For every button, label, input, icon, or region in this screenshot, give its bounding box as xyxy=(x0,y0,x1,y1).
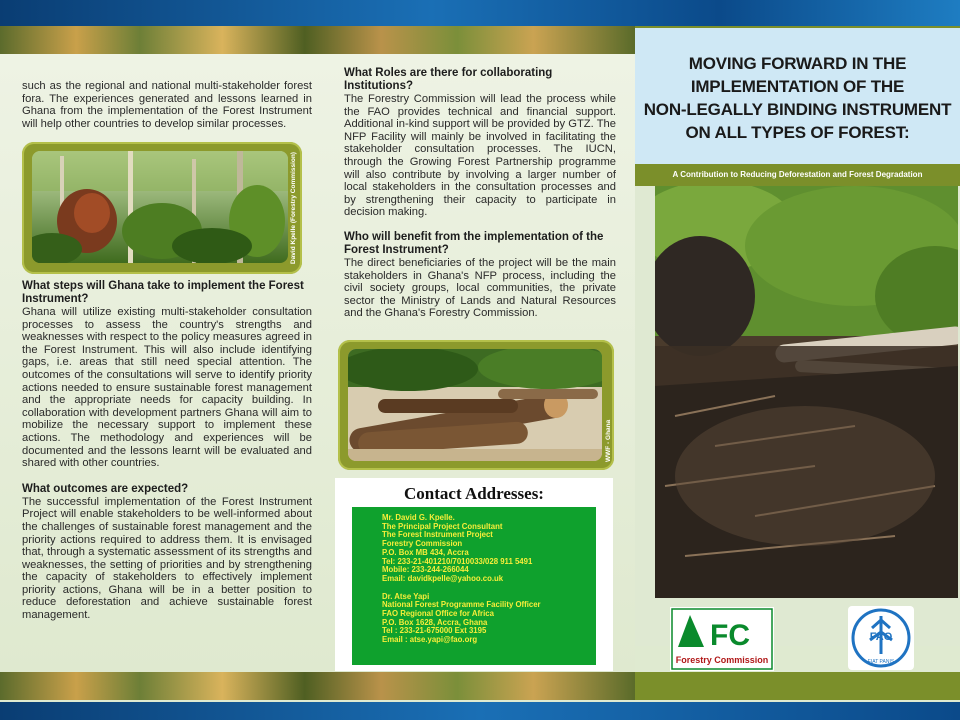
forest-strip-top xyxy=(0,26,635,54)
top-band xyxy=(0,0,960,26)
cover-title-line-3: NON-LEGALLY BINDING INSTRUMENT xyxy=(643,100,952,119)
photo-credit-1: David Kpelle (Forestry Commission) xyxy=(290,152,297,264)
contact-2-email[interactable]: Email : atse.yapi@fao.org xyxy=(382,635,478,645)
heading-outcomes: What outcomes are expected? xyxy=(22,482,189,495)
outcomes-text: The successful implementation of the Forest Instrument Project will enable stakeholders to be well-informed about the challenges of sustainable forest management and the priority actions required to address them. It is envisaged that, through a systematic assessment of its strengths and weaknesses, the setting of priorities and by strengthening the capacity of stakeholders to effectively implement priority actions, Ghana will be in a better position to reduce deforestation and achieve sustainable forest management. xyxy=(22,495,312,622)
forestry-commission-logo xyxy=(670,607,774,671)
forest-strip-bottom xyxy=(0,672,635,700)
fc-name: Forestry Commission xyxy=(675,655,769,665)
roles-text: The Forestry Commission will lead the process while the FAO provides technical and financial support. Additional in-kind support will be provided by GTZ. The NFP Facility will mainly be involved in facilitating the stakeholder consultation processes. The IUCN, through the Growing Forest Partnership programme will also contribute by involving a larger number of local stakeholders in the consultation processes and by strengthening their capacity to participate in decision making. xyxy=(344,93,616,219)
cover-deforestation-photo xyxy=(655,186,958,598)
cover-title xyxy=(640,52,955,144)
contact-2-address: P.O. Box 1628, Accra, Ghana xyxy=(382,617,488,627)
forest-photo xyxy=(32,151,288,263)
contact-1-name: Mr. David G. Kpelle. xyxy=(382,513,455,522)
contact-title: Contact Addresses: xyxy=(404,484,544,503)
contact-2-name: Dr. Atse Yapi xyxy=(382,591,430,601)
col2-body xyxy=(344,67,616,320)
forestry-commission-emblem xyxy=(670,607,774,671)
contact-1-org: Forestry Commission xyxy=(382,539,463,549)
contact-1-project: The Forest Instrument Project xyxy=(382,530,493,540)
cover-title-line-4: ON ALL TYPES OF FOREST: xyxy=(685,123,910,142)
bottom-band xyxy=(0,702,960,720)
contact-1-role: The Principal Project Consultant xyxy=(382,521,503,531)
contact-1-email[interactable]: Email: davidkpelle@yahoo.co.uk xyxy=(382,573,504,583)
cover-title-line-2: IMPLEMENTATION OF THE xyxy=(690,77,905,96)
contact-text xyxy=(382,514,594,645)
fc-mark: FC xyxy=(710,619,750,652)
col1-body xyxy=(22,280,312,622)
heading-benefit: Who will benefit from the implementation of the Forest Instrument? xyxy=(344,230,604,256)
steps-text: Ghana will utilize existing multi-stakeholder consultation processes to assess the country's strengths and weaknesses with respect to the policy measures agreed in the Forest Instrument. This will also include identifying gaps, i.e. areas that still need special attention. The outcomes of the consultations will serve to identify priority actions needed to ensure sustainable forest management and the appropriate needs for capacity building. In collaboration with development partners Ghana will aim to mobilize the necessary support to implement these actions. The methodology and experiences will be documented and the lessons learnt will be evaluated and shared with other countries. xyxy=(22,306,312,470)
fao-emblem xyxy=(848,606,914,670)
deforestation-illustration xyxy=(655,186,958,598)
photo-credit-2: WWF - Ghana xyxy=(605,419,612,462)
fao-acronym: FAO xyxy=(869,631,893,643)
col1-intro xyxy=(22,80,312,130)
contact-2-role: National Forest Programme Facility Officer xyxy=(382,600,541,610)
benefit-text: The direct beneficiaries of the project will be the main stakeholders in Ghana's NFP process, including the civil society groups, local communities, the private sector the Ministry of Lands and Natural Resources and the Ghana's Forestry Commission. xyxy=(344,256,616,320)
forest-illustration xyxy=(32,151,288,263)
contact-2-tel: Tel : 233-21-675000 Ext 3195 xyxy=(382,626,487,636)
cover-title-line-1: MOVING FORWARD IN THE xyxy=(688,54,907,73)
intro-text: such as the regional and national multi-stakeholder forest fora. The experiences generated and lessons learned in Ghana from the implementation of the Forest Instrument will help other countries to develop similar processes. xyxy=(22,80,312,130)
logs-photo xyxy=(348,349,602,461)
contact-1-address: P.O. Box MB 434, Accra xyxy=(382,547,469,557)
contact-1-tel: Tel: 233-21-401210/7010033/028 911 5491 xyxy=(382,556,533,566)
fao-logo xyxy=(848,606,914,670)
fao-motto: FIAT PANIS xyxy=(867,659,895,665)
olive-strip-bottom xyxy=(635,672,960,700)
heading-roles: What Roles are there for collaborating Institutions? xyxy=(344,67,553,92)
logs-illustration xyxy=(348,349,602,461)
cover-subtitle: A Contribution to Reducing Deforestation and Forest Degradation xyxy=(672,170,923,179)
contact-1-mobile: Mobile: 233-244-266044 xyxy=(382,565,469,575)
contact-2-org: FAO Regional Office for Africa xyxy=(382,609,494,619)
heading-steps: What steps will Ghana take to implement the Forest Instrument? xyxy=(22,280,304,305)
